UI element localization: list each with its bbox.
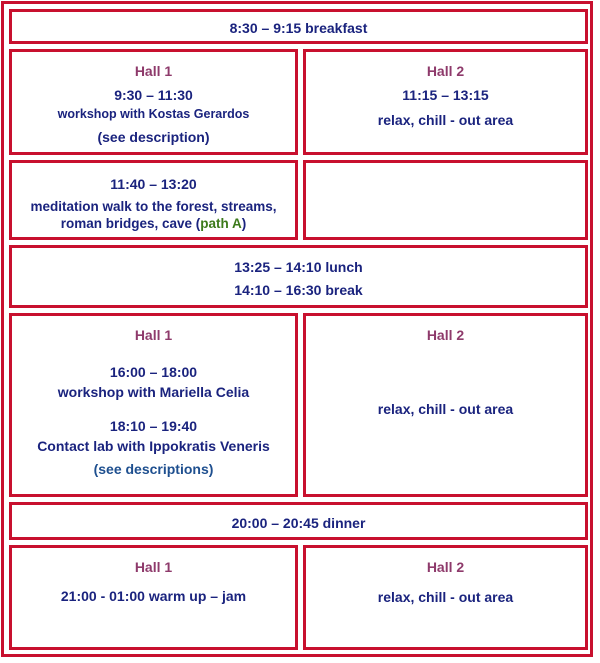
block3-hall1-text: 21:00 - 01:00 warm up – jam [60, 588, 247, 604]
block3-hall1-cell [9, 545, 298, 650]
walk-line1: meditation walk to the forest, streams, [30, 199, 277, 214]
block2-hall1-cell [9, 313, 298, 497]
block2-hall1-time1: 16:00 – 18:00 [109, 364, 198, 380]
block2-hall2-title: Hall 2 [426, 327, 465, 343]
lunch-row [9, 245, 588, 308]
walk-path-link[interactable]: path A [200, 216, 242, 231]
block3-hall2-text: relax, chill - out area [377, 589, 514, 605]
block1-hall1-cell [9, 49, 298, 155]
block2-hall1-text2: Contact lab with Ippokratis Veneris [37, 438, 270, 454]
lunch-line2: 14:10 – 16:30 break [234, 282, 363, 298]
block3-hall1-title: Hall 1 [134, 559, 173, 575]
walk-line2 [12, 215, 295, 232]
block1-hall2-title: Hall 2 [426, 63, 465, 79]
block3-hall2-title: Hall 2 [426, 559, 465, 575]
block2-hall2-cell [303, 313, 588, 497]
block1-hall1-title: Hall 1 [134, 63, 173, 79]
walk-cell [9, 160, 298, 240]
block2-hall1-title: Hall 1 [134, 327, 173, 343]
dinner-text: 20:00 – 20:45 dinner [231, 515, 366, 531]
lunch-line1: 13:25 – 14:10 lunch [234, 259, 363, 275]
walk-time: 11:40 – 13:20 [110, 176, 197, 192]
block1-hall2-text: relax, chill - out area [377, 112, 514, 128]
block1-hall1-description-link[interactable]: (see description) [97, 129, 210, 145]
breakfast-text: 8:30 – 9:15 breakfast [229, 20, 368, 36]
block2-hall1-descriptions-link[interactable]: (see descriptions) [93, 461, 214, 477]
walk-empty-cell [303, 160, 588, 240]
block3-hall2-cell [303, 545, 588, 650]
breakfast-row [9, 9, 588, 44]
block1-hall1-text: workshop with Kostas Gerardos [57, 107, 250, 121]
block2-hall1-time2: 18:10 – 19:40 [109, 418, 198, 434]
block1-hall2-cell [303, 49, 588, 155]
block1-hall1-time: 9:30 – 11:30 [114, 87, 193, 103]
dinner-row [9, 502, 588, 540]
block2-hall1-text1: workshop with Mariella Celia [57, 384, 250, 400]
block1-hall2-time: 11:15 – 13:15 [402, 87, 489, 103]
walk-line2-suffix: ) [241, 216, 247, 231]
walk-line2-prefix: roman bridges, cave ( [60, 216, 201, 231]
block2-hall2-text: relax, chill - out area [377, 401, 514, 417]
